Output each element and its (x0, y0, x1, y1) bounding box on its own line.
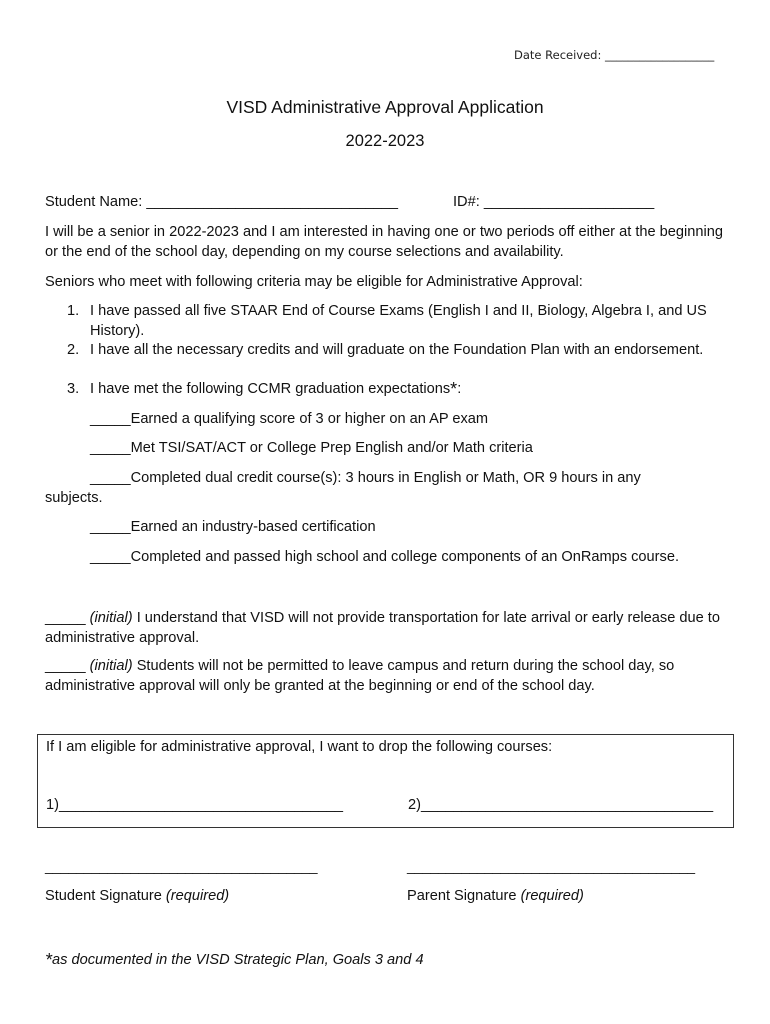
footnote (45, 950, 424, 971)
signature-label-text: Student Signature (45, 888, 162, 904)
parent-signature-label (407, 888, 584, 904)
initial-label: (initial) (89, 658, 133, 674)
list-number: 2. (67, 342, 80, 358)
footnote-text: as documented in the VISD Strategic Plan, Goals 3 and 4 (52, 952, 424, 968)
ccmr-option-ap: _____Earned a qualifying score of 3 or higher on an AP exam (90, 411, 489, 427)
student-signature-line: ___________________________________ (45, 858, 318, 874)
ccmr-option-certification: _____Earned an industry-based certification (90, 519, 376, 535)
ccmr-option-dual-credit: _____Completed dual credit course(s): 3 hours in English or Math, OR 9 hours in any (90, 470, 641, 486)
student-name-field: Student Name: _______________________________ (45, 194, 399, 210)
list-text: I have all the necessary credits and will graduate on the Foundation Plan with an endorsement. (90, 342, 704, 358)
acknowledgement-text: I understand that VISD will not provide transportation for late arrival or early release due to administrative approval. (45, 610, 720, 646)
asterisk-mark: * (45, 950, 53, 970)
signature-label-text: Parent Signature (407, 888, 517, 904)
student-id-field: ID#: _____________________ (453, 194, 655, 210)
course-2-field: 2)____________________________________ (408, 797, 714, 813)
ccmr-option-onramps: _____Completed and passed high school and college components of an OnRamps course. (90, 549, 679, 565)
required-note: (required) (165, 888, 230, 904)
criteria-intro: Seniors who meet with following criteria may be eligible for Administrative Approval: (45, 274, 583, 290)
list-text-wrapper (90, 379, 727, 399)
acknowledgement-transportation (45, 608, 735, 648)
initial-label: (initial) (89, 610, 133, 626)
asterisk-mark: * (450, 379, 458, 399)
required-note: (required) (520, 888, 584, 904)
student-signature-label (45, 888, 229, 904)
list-number: 3. (67, 381, 80, 397)
intro-paragraph: I will be a senior in 2022-2023 and I am interested in having one or two periods off either at the beginning or the end of the school day, depending on my course selections and availability. (45, 224, 723, 260)
initial-blank: _____ (45, 658, 86, 674)
acknowledgement-text: Students will not be permitted to leave campus and return during the school day, so administrative approval will only be granted at the beginning or end of the school day. (45, 658, 675, 694)
acknowledgement-campus (45, 656, 735, 696)
course-1-field: 1)___________________________________ (46, 797, 344, 813)
list-text: I have met the following CCMR graduation expectations (90, 381, 451, 397)
criteria-item-2 (67, 340, 727, 360)
list-suffix: : (457, 381, 462, 397)
list-number: 1. (67, 303, 80, 319)
document-title: VISD Administrative Approval Application (226, 97, 544, 117)
ccmr-option-tsi: _____Met TSI/SAT/ACT or College Prep English and/or Math criteria (90, 440, 533, 456)
parent-signature-line: _____________________________________ (407, 858, 696, 874)
courses-to-drop-box (37, 734, 734, 828)
date-received-field: Date Received: ___________________ (514, 48, 715, 62)
criteria-item-1 (67, 301, 727, 341)
ccmr-dual-credit-wrap: subjects. (45, 490, 103, 506)
courses-box-heading: If I am eligible for administrative approval, I want to drop the following courses: (46, 739, 553, 755)
initial-blank: _____ (45, 610, 86, 626)
school-year: 2022-2023 (345, 132, 425, 150)
list-text: I have passed all five STAAR End of Course Exams (English I and II, Biology, Algebra I, and US History). (90, 303, 707, 339)
criteria-item-3 (67, 379, 727, 399)
